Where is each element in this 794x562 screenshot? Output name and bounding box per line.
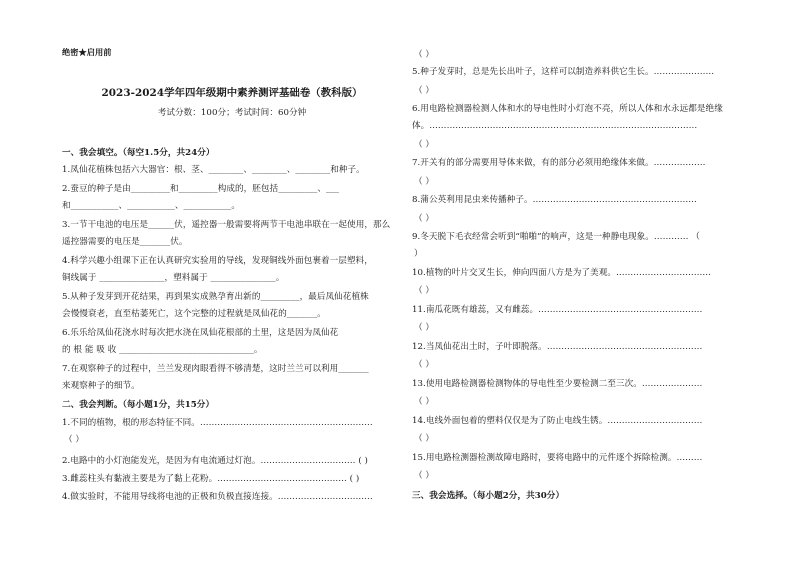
question-line: 会慢慢衰老，直至枯萎死亡，这个完整的过程就是凤仙花的_______。: [62, 309, 326, 319]
question-line: 遥控器需要的电压是_______伏。: [62, 237, 188, 247]
question-line: 铜线属于 _______________，塑料属于 _______________。: [62, 273, 285, 283]
answer-parentheses: （ ）: [414, 177, 435, 187]
question-line: 6.用电路检测器检测人体和水的导电性时小灯泡不亮，所以人体和水永远都是绝缘: [412, 104, 723, 114]
confidential-label: 绝密★启用前: [62, 47, 112, 57]
question-line: 的 根 能 吸 收 _______________________________。: [62, 345, 263, 355]
question-line: 1.凤仙花植株包括六大器官：根、茎、________、________、________和种子。: [62, 165, 365, 175]
exam-info: 考试分数：100分；考试时间：60分钟: [157, 108, 307, 118]
answer-parentheses: （ ）: [414, 397, 435, 407]
answer-parentheses: （ ）: [414, 360, 435, 370]
section-heading: 三、我会选择。（每小题2分，共30分）: [412, 491, 565, 501]
question-line: 1.不同的植物，根的形态特征不同。……………………………………………………: [62, 418, 373, 428]
answer-parentheses: （ ）: [414, 434, 435, 444]
question-line: 8.蒲公英利用昆虫来传播种子。…………………………………………………: [412, 195, 697, 205]
section-heading: 一、我会填空。（每空1.5分，共24分）: [62, 148, 215, 158]
question-line: 体。…………………………………………………………………………………: [412, 121, 698, 131]
question-line: 5.从种子发芽到开花结果，再到果实成熟孕育出新的_________，最后凤仙花植株: [62, 292, 369, 302]
question-line: 9.冬天脱下毛衣经常会听到“啪啪”的响声，这是一种静电现象。………… （: [412, 232, 700, 242]
question-line: 6.乐乐给凤仙花浇水时每次把水浇在凤仙花根部的土里，这是因为凤仙花: [62, 328, 339, 338]
question-line: 4.科学兴趣小组课下正在认真研究实验用的导线，发现铜线外面包裹着一层塑料，: [62, 256, 373, 266]
question-line: 11.南瓜花既有雄蕊，又有雌蕊。…………………………………………………: [412, 305, 703, 315]
question-line: 5.种子发芽时，总是先长出叶子，这样可以制造养料供它生长。…………………: [412, 67, 715, 77]
answer-parentheses: （ ）: [414, 50, 435, 60]
question-line: 12.当凤仙花出土时，子叶即脱落。………………………………………………: [412, 342, 703, 352]
answer-parentheses: （ ）: [414, 323, 435, 333]
answer-parentheses: （ ）: [64, 435, 85, 445]
question-line: 和___________、___________、___________。: [62, 201, 241, 211]
question-line: 7.在观察种子的过程中，兰兰发现肉眼看得不够清楚，这时兰兰可以利用_______: [62, 364, 369, 374]
question-line: 3.雌蕊柱头有黏液主要是为了黏上花粉。……………………………………… ( ): [62, 474, 360, 484]
question-line: 来观察种子的细节。: [62, 381, 140, 391]
answer-parentheses: ）: [414, 249, 423, 259]
exam-title: 2023-2024学年四年级期中素养测评基础卷（教科版）: [101, 87, 363, 99]
question-line: 14.电线外面包着的塑料仅仅是为了防止电线生锈。……………………………: [412, 416, 703, 426]
answer-parentheses: （ ）: [414, 140, 435, 150]
question-line: 10.植物的叶片交叉生长，伸向四面八方是为了美观。……………………………: [412, 268, 712, 278]
question-line: 15.用电路检测器检测故障电路时，要将电路中的元件逐个拆除检测。………: [412, 453, 703, 463]
question-line: 13.使用电路检测器检测物体的导电性至少要检测二至三次。…………………: [412, 379, 703, 389]
section-heading: 二、我会判断。（每小题1分，共15分）: [62, 400, 215, 410]
question-line: 2.电路中的小灯泡能发光，是因为有电流通过灯泡。…………………………… ( ): [62, 456, 368, 466]
question-line: 3.一节干电池的电压是______伏，遥控器一般需要将两节干电池串联在一起使用，那么: [62, 220, 391, 230]
question-line: 7.开关有的部分需要用导体来做，有的部分必须用绝缘体来做。………………: [412, 158, 706, 168]
question-line: 4.做实验时，不能用导线将电池的正极和负极直接连接。……………………………: [62, 492, 373, 502]
right-column: [412, 0, 764, 562]
left-column: [62, 0, 402, 562]
answer-parentheses: （ ）: [414, 214, 435, 224]
question-line: 2.蚕豆的种子是由_________和_________构成的，胚包括_________、___: [62, 184, 340, 194]
answer-parentheses: （ ）: [414, 86, 435, 96]
answer-parentheses: （ ）: [414, 286, 435, 296]
answer-parentheses: （ ）: [414, 471, 435, 481]
